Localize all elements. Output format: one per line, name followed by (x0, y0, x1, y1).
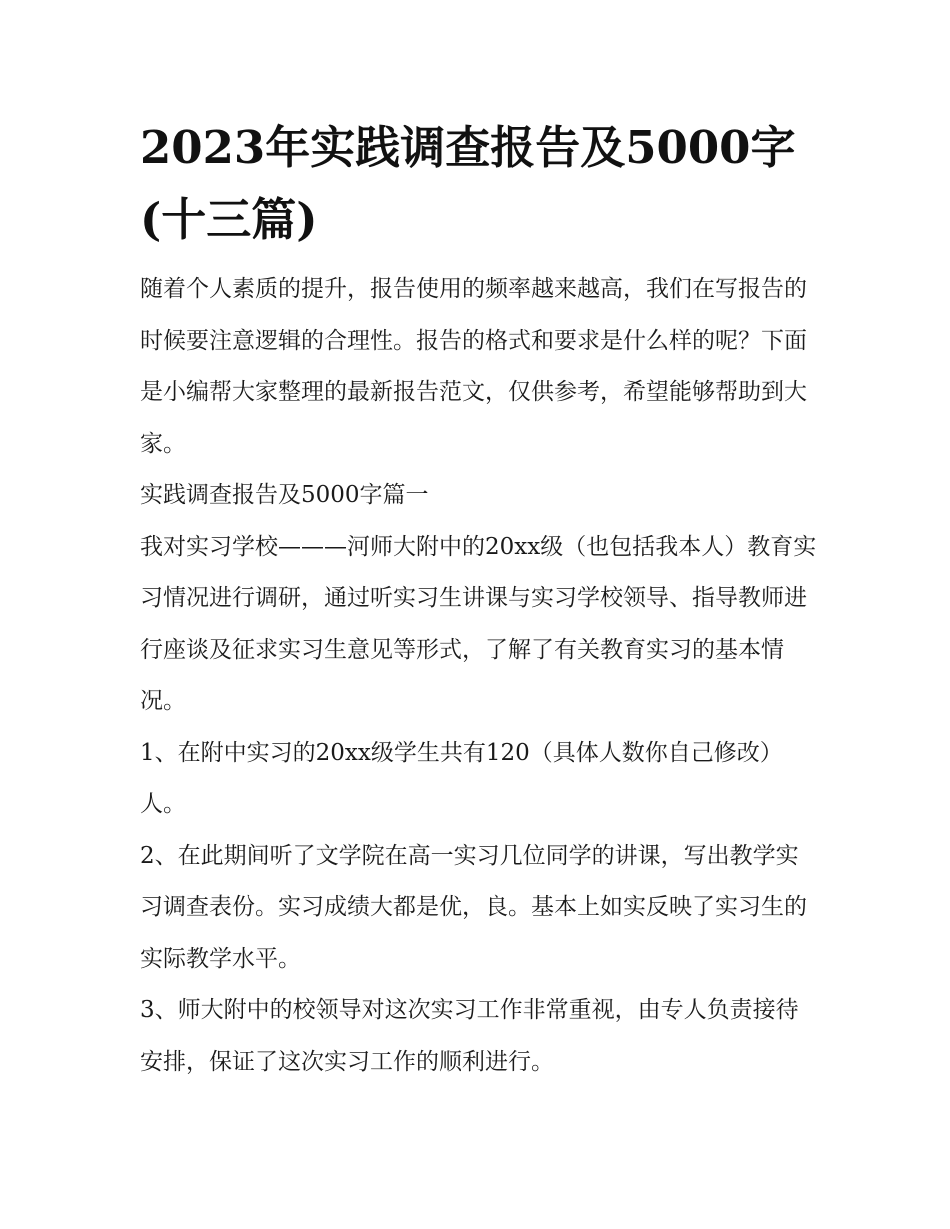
body-paragraph: 我对实习学校———河师大附中的20xx级（也包括我本人）教育实习情况进行调研，通过听实习生讲课与实习学校领导、指导教师进行座谈及征求实习生意见等形式，了解了有关教育实习的基本情况。 (140, 533, 817, 714)
document-body (140, 112, 820, 1088)
document-title: 2023年实践调查报告及5000字(十三篇) (140, 121, 796, 246)
list-item-1: 1、在附中实习的20xx级学生共有120（具体人数你自己修改）人。 (140, 739, 783, 817)
section-heading: 实践调查报告及5000字篇一 (140, 482, 429, 508)
list-item-3: 3、师大附中的校领导对这次实习工作非常重视，由专人负责接待安排，保证了这次实习工作的顺利进行。 (140, 997, 799, 1075)
intro-paragraph: 随着个人素质的提升，报告使用的频率越来越高，我们在写报告的时候要注意逻辑的合理性。报告的格式和要求是什么样的呢？下面是小编帮大家整理的最新报告范文，仅供参考，希望能够帮助到大家。 (140, 276, 807, 457)
list-item-2: 2、在此期间听了文学院在高一实习几位同学的讲课，写出教学实习调查表份。实习成绩大都是优，良。基本上如实反映了实习生的实际教学水平。 (140, 842, 807, 972)
